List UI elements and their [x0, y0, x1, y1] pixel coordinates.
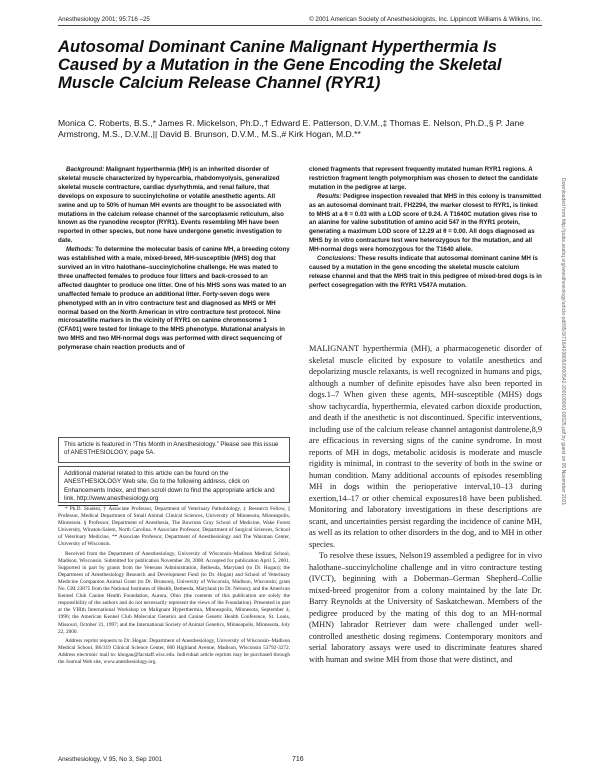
intro-paragraph-1: MALIGNANT hyperthermia (MH), a pharmacogenetic disorder of skeletal muscle elicited by exposure to volatile anesthetics and depolarizing muscle relaxants, is well recognized in humans and pigs, although a number of definite episodes have also been reported in dogs.1–7 When given these agents, MH-susceptible (MHS) dogs show tachycardia, hyperthermia, elevated carbon dioxide production, and death if the anesthetic is not discontinued. Specific interventions, including use of the calcium release channel antagonist dantrolene,8,9 are efficacious in reversing signs of the canine syndrome. In most reports of MH in dogs, metabolic acidosis is moderate and muscle rigidity is minimal, in contrast to the severity of both in the swine or human condition. Many additional accounts of episodes resembling MH in dogs within the perioperative interval,10–13 during exertion,14–17 or other chemical exposures18 have been published. Monitoring and laboratory investigations in these descriptions are scant, and uncertainties persist regarding the incidence of canine MH, as well as its relation to other disorders in the dog, and to MH in other species.	[309, 344, 542, 549]
download-watermark	[556, 178, 576, 578]
footer-citation: Anesthesiology, V 95, No 3, Sep 2001	[58, 756, 163, 763]
author-list: Monica C. Roberts, B.S.,* James R. Mickelson, Ph.D.,† Edward E. Patterson, D.V.M.,‡ Thomas E. Nelson, Ph.D.,§ P. Jane Armstrong, M.S., D.V.M.,|| David B. Brunson, D.V.M., M.S.,# Kirk Hogan, M.D.**	[58, 118, 525, 139]
featured-article-box: This article is featured in “This Month in Anesthesiology.” Please see this issue of ANESTHESIOLOGY, page 5A.	[58, 437, 290, 463]
footnotes	[58, 506, 290, 668]
footnote-reprints: Address reprint requests to Dr. Hogan: Department of Anesthesiology, University of Wisconsin–Madison Medical School, B6/319 Clinical Science Center, 600 Highland Avenue, Madison, Wisconsin 53792-3272. Address electronic mail to: khogan@facstaff.wisc.edu. Individual article reprints may be purchased through the Journal Web site, www.anesthesiology.org.	[58, 637, 290, 665]
abstract-left-column	[58, 166, 290, 353]
results-label: Results:	[317, 192, 342, 200]
footnote-received: Received from the Department of Anesthesiology, University of Wisconsin–Madison Medical School, Madison, Wisconsin. Submitted for publication November 28, 2000. Accepted for publication April 5, 2001. Supported in part by grants from the Veterans Administration, Bethesda, Maryland (to Dr. Hogan); the Department of Anesthesiology Research and Development Fund (to Dr. Hogan) and School of Veterinary Medicine Companion Animal Grant (to Dr. Brunson), University of Wisconsin, Madison, Wisconsin; grant No. GM 23875 from the National Institutes of Health, Bethesda, Maryland (to Dr. Nelson); and the American Kennel Club Canine Health Foundation, Aurora, Ohio (the contents of this publication are solely the responsibility of the authors and do not necessarily represent the views of the Foundation). Presented in part at the VIIIth International Workshop on Malignant Hyperthermia, Minneapolis, Minnesota, September 4, 1996; the American Kennel Club Molecular Genetics and Canine Genetic Health Conference, St. Louis, Missouri, October 31, 1997; and the International Society of Animal Genetics, Minneapolis, Minnesota, July 22, 2000.	[58, 550, 290, 635]
conclusions-label: Conclusions:	[317, 255, 357, 263]
background-label: Background:	[66, 166, 105, 173]
page-number: 716	[292, 756, 304, 763]
conclusions-text: These results indicate that autosomal dominant canine MH is caused by a mutation in the gene encoding the skeletal muscle calcium release channel and that the MHS trait in this pedigree of mixed-bred dogs is in perfect cosegregation with the RYR1 V547A mutation.	[309, 255, 542, 289]
download-watermark-text: Downloaded from http://pubs.asahq.org/anesthesiology/article-pdf/95/3/716/403805/0000542-200109000-00025.pdf by guest on 05 November 2021	[560, 178, 566, 506]
abstract-right-column	[309, 166, 542, 291]
header-rule	[58, 25, 542, 26]
results-text: Pedigree inspection revealed that MHS in this colony is transmitted as an autosomal dominant trait. FH2294, the marker closest to RYR1, is linked to MHS at a θ = 0.03 with a LOD score of 9.24. A T1640C mutation gives rise to an alanine for valine substitution of amino acid 547 in the RYR1 protein, generating a maximum LOD score of 12.29 at θ = 0.00. All dogs diagnosed as MHS by in vitro contracture test were heterozygous for the mutation, and all MH-normal dogs were homozygous for the T1640 allele.	[309, 192, 542, 254]
intro-paragraph-2: To resolve these issues, Nelson19 assembled a pedigree for in vivo halothane–succinylcholine challenge and in vitro contracture testing (IVCT), beginning with a Doberman–German Shepherd–Collie mixed-breed progenitor from a colony maintained by the late Dr. Barry Reynolds at the University of Saskatchewan. Members of the pedigree produced by the mating of this dog to an MH-normal (MHN) labrador Retriever dam were challenged under well-controlled anesthetic dosing regimens. Contemporary monitors and serial laboratory assays were used to discriminate features shared with human and swine MH from those that were distinct, and	[309, 551, 542, 664]
introduction-text	[309, 343, 542, 665]
methods-text: To determine the molecular basis of canine MH, a breeding colony was established with a male, mixed-breed, MH-susceptible (MHS) dog that survived an in vitro halothane–succinylcholine challenge. He was mated to three unaffected females to produce four litters and back-crossed to an affected daughter to produce one litter. One of his MHS sons was mated to an unaffected female to produce an additional litter. Forty-seven dogs were phenotyped with an in vitro contracture test and diagnosed as MHS or MH normal based on the North American in vitro contracture test protocol. Nine microsatellite markers in the vicinity of RYR1 on canine chromosome 1 (CFA01) were tested for linkage to the MHS phenotype. Mutational analysis in two MHS and two MH-normal dogs was performed with direct sequencing of polymerase chain reaction products and of	[58, 246, 290, 352]
copyright-header: © 2001 American Society of Anesthesiologists, Inc. Lippincott Williams & Wilkins, Inc.	[309, 16, 542, 23]
abstract-continued-text: cloned fragments that represent frequently mutated human RYR1 regions. A restriction fragment length polymorphism was chosen to detect the candidate mutation in the pedigree at large.	[309, 166, 538, 191]
additional-material-box: Additional material related to this article can be found on the ANESTHESIOLOGY Web site. Go to the following address, click on Enhancements Index, and then scroll down to find the appropriate article and link. http://www.anesthesiology.org	[58, 466, 290, 503]
article-title: Autosomal Dominant Canine Malignant Hyperthermia Is Caused by a Mutation in the Gene Encoding the Skeletal Muscle Calcium Release Channel (RYR1)	[58, 37, 502, 93]
journal-header: Anesthesiology 2001; 95:716 –25	[58, 16, 150, 23]
footnote-affiliations: * Ph.D. Student, † Associate Professor, Department of Veterinary Pathobiology, ‡ Research Fellow, || Professor, Medical Department of Small Animal Clinical Sciences, University of Minnesota, Minneapolis, Minnesota. § Professor, Department of Anesthesia, The Bowman Gray School of Medicine, Wake Forest University, Winston-Salem, North Carolina. # Associate Professor, Department of Surgical Sciences, School of Veterinary Medicine, ** Associate Professor, Department of Anesthesiology and The Waisman Center, University of Wisconsin.	[58, 506, 290, 548]
methods-label: Methods:	[66, 246, 94, 254]
background-text: Malignant hyperthermia (MH) is an inherited disorder of skeletal muscle characterized by hypercarbia, rhabdomyolysis, generalized skeletal muscle contracture, cardiac dysrhythmia, and renal failure, that develops on exposure to succinylcholine or volatile anesthetic agents. All swine and up to 50% of human MH events are thought to be associated with mutations in the calcium release channel of the sarcoplasmic reticulum, also known as the ryanodine receptor (RYR1). Events resembling MH have been reported in other species, but none have undergone genetic investigation to date.	[58, 166, 284, 245]
